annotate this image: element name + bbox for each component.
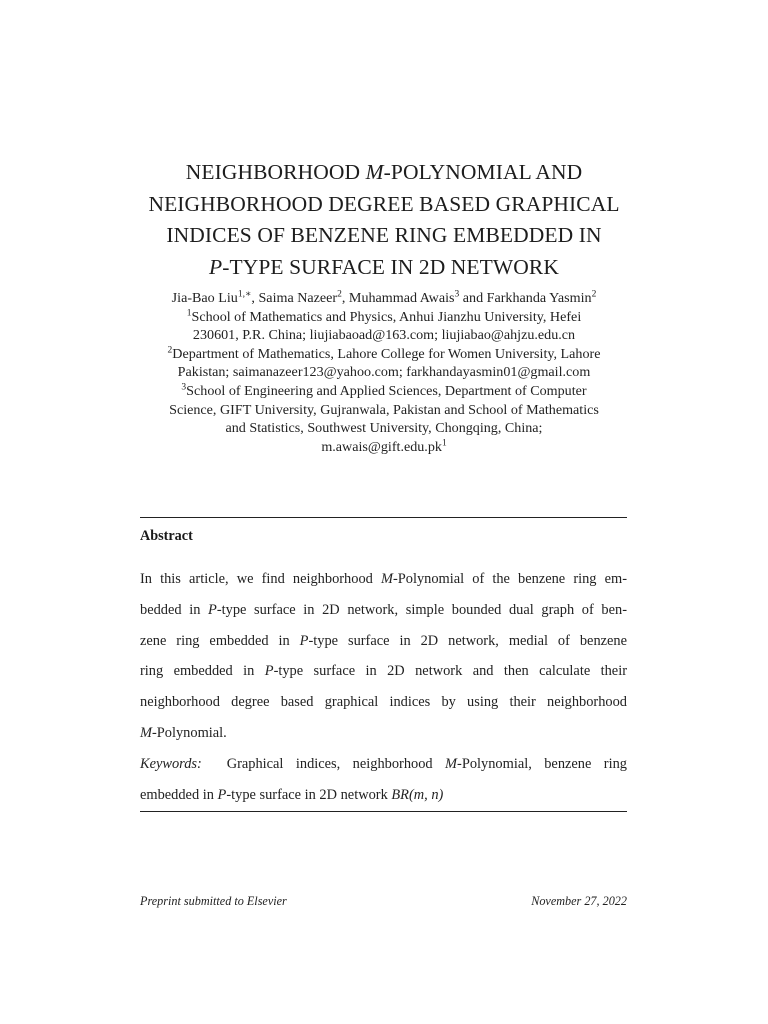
affiliation-1-line-1 xyxy=(110,308,658,327)
title-text: -POLYNOMIAL AND xyxy=(383,160,583,184)
keywords-text: -type surface in 2D network xyxy=(226,786,392,803)
affiliation-3-line-1 xyxy=(110,382,658,401)
abstract-math: M xyxy=(380,571,393,587)
title-text: NEIGHBORHOOD xyxy=(185,160,366,184)
author-name: and Farkhanda Yasmin xyxy=(459,290,592,306)
affiliation-mark: 1 xyxy=(186,307,192,318)
affiliation-3-line-3: and Statistics, Southwest University, Chongqing, China; xyxy=(225,420,543,437)
keywords-line xyxy=(140,749,627,780)
keywords-math: P xyxy=(217,786,227,803)
title-line-4 xyxy=(100,252,668,284)
abstract-line xyxy=(140,718,627,749)
abstract-text: ring embedded in xyxy=(140,663,265,680)
abstract-body xyxy=(140,564,627,810)
author-name: , Muhammad Awais xyxy=(341,290,455,306)
footer-preprint-note: Preprint submitted to Elsevier xyxy=(140,894,287,908)
keywords-label: Keywords: xyxy=(140,755,202,772)
author-affiliation-mark: 2 xyxy=(591,289,597,300)
keywords-line xyxy=(140,780,627,811)
keywords-text: embedded in xyxy=(140,786,218,803)
affiliation-2-line-1 xyxy=(110,345,658,364)
author-name: , Saima Nazeer xyxy=(251,290,338,306)
title-line-1 xyxy=(100,157,668,189)
abstract-math: P xyxy=(208,601,217,618)
affiliation-text: School of Engineering and Applied Sciences, Department of Computer xyxy=(186,382,587,399)
affiliation-3-line-2: Science, GIFT University, Gujranwala, Pakistan and School of Mathematics xyxy=(169,401,599,418)
title-text: -TYPE SURFACE IN 2D NETWORK xyxy=(222,254,559,279)
abstract-line xyxy=(140,626,627,657)
abstract-top-rule xyxy=(140,517,627,518)
keywords-math: M xyxy=(445,755,458,772)
affiliation-2-line-2: Pakistan; saimanazeer123@yahoo.com; farkhandayasmin01@gmail.com xyxy=(177,364,591,381)
abstract-text: bedded in xyxy=(140,601,209,618)
abstract-text: -type surface in 2D network and then calculate their xyxy=(273,663,627,680)
affiliation-1-line-2: 230601, P.R. China; liujiabaoad@163.com; liujiabao@ahjzu.edu.cn xyxy=(192,327,576,344)
abstract-heading: Abstract xyxy=(140,528,193,544)
author-affiliation-mark: 3 xyxy=(454,289,460,300)
affiliation-text: Department of Mathematics, Lahore College for Women University, Lahore xyxy=(172,345,601,362)
affiliation-3-line-4 xyxy=(110,438,658,457)
abstract-math: M xyxy=(140,724,152,741)
abstract-line xyxy=(140,595,627,626)
affiliation-mark: 2 xyxy=(167,345,173,356)
title-math: P xyxy=(209,254,223,279)
title-math: M xyxy=(365,160,384,184)
abstract-text: zene ring embedded in xyxy=(140,632,300,649)
abstract-math: P xyxy=(264,663,274,680)
affiliation-text: School of Mathematics and Physics, Anhui Jianzhu University, Hefei xyxy=(191,308,582,325)
abstract-line xyxy=(140,564,627,595)
abstract-math: P xyxy=(299,632,309,649)
footer-date: November 27, 2022 xyxy=(531,894,627,908)
abstract-bottom-rule xyxy=(140,811,627,812)
title-line-3: INDICES OF BENZENE RING EMBEDDED IN xyxy=(166,223,602,247)
title-line-2: NEIGHBORHOOD DEGREE BASED GRAPHICAL xyxy=(148,191,620,216)
abstract-line: neighborhood degree based graphical indices by using their neighborhood xyxy=(140,694,627,711)
abstract-text: -type surface in 2D network, simple bounded dual graph of ben- xyxy=(216,601,627,618)
keywords-math: BR(m, n) xyxy=(391,786,444,803)
author-block xyxy=(110,289,658,456)
affiliation-mark: 3 xyxy=(181,382,187,393)
author-affiliation-mark: 2 xyxy=(337,289,342,300)
abstract-line xyxy=(140,656,627,687)
abstract-text: -type surface in 2D network, medial of benzene xyxy=(308,632,627,649)
author-name: Jia-Bao Liu xyxy=(171,290,238,306)
affiliation-mark: 1 xyxy=(441,438,447,449)
author-list xyxy=(110,289,658,308)
abstract-text: -Polynomial. xyxy=(152,724,227,741)
author-affiliation-mark: 1,∗ xyxy=(237,289,252,300)
paper-title xyxy=(100,157,668,283)
abstract-text: -Polynomial of the benzene ring em- xyxy=(392,571,627,587)
abstract-text: In this article, we find neighborhood xyxy=(140,571,381,587)
affiliation-email: m.awais@gift.edu.pk xyxy=(321,438,442,455)
keywords-text: -Polynomial, benzene ring xyxy=(457,755,627,772)
keywords-text: Graphical indices, neighborhood xyxy=(201,755,446,772)
